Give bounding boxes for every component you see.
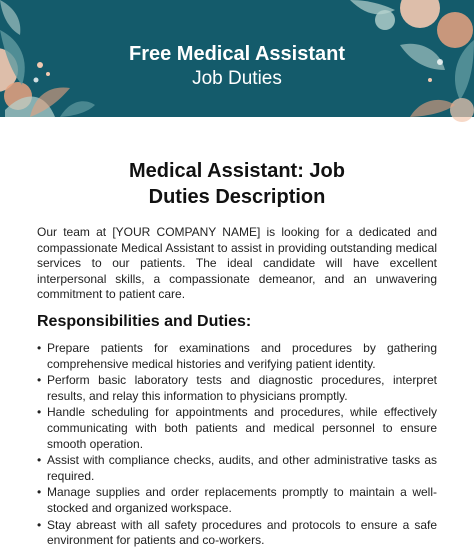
document-title-line2: Duties Description [148, 186, 326, 208]
document-body [37, 158, 437, 550]
list-item-text: Stay abreast with all safety procedures and protocols to ensure a safe environment for patients and co-workers. [47, 517, 437, 548]
list-item-text: Perform basic laboratory tests and diagnostic procedures, interpret results, and relay this information to physicians promptly. [47, 373, 437, 403]
bullet-icon: • [37, 373, 42, 388]
header-banner [0, 0, 474, 117]
duties-list [37, 341, 437, 549]
list-item-text: Manage supplies and order replacements promptly to maintain a well-stocked and organized workspace. [47, 485, 437, 515]
list-item-text: Handle scheduling for appointments and procedures, while effectively communicating with both patients and medical personnel to ensure smooth operation. [47, 405, 437, 451]
document-title-line1: Medical Assistant: Job [129, 160, 345, 182]
bullet-icon: • [37, 485, 42, 500]
list-item [37, 485, 437, 516]
intro-paragraph: Our team at [YOUR COMPANY NAME] is looking for a dedicated and compassionate Medical Assistant to assist in providing outstanding medical services to our patients. The ideal candidate will have excellent interpersonal skills, a compassionate demeanor, and an unwavering commitment to patient care. [37, 225, 437, 302]
list-item [37, 341, 437, 372]
bullet-icon: • [37, 517, 42, 532]
list-item [37, 453, 437, 484]
bullet-icon: • [37, 405, 42, 420]
bullet-icon: • [37, 453, 42, 468]
list-item [37, 518, 437, 549]
bullet-icon: • [37, 340, 42, 355]
list-item [37, 373, 437, 404]
banner-title-line2: Job Duties [192, 68, 282, 89]
section-heading-responsibilities: Responsibilities and Duties: [37, 312, 252, 330]
list-item-text: Assist with compliance checks, audits, and other administrative tasks as required. [47, 453, 437, 483]
document-title [37, 158, 437, 210]
list-item-text: Prepare patients for examinations and procedures by gathering comprehensive medical histories and verifying patient identity. [47, 340, 437, 371]
banner-title-line1: Free Medical Assistant [128, 43, 345, 65]
list-item [37, 405, 437, 452]
